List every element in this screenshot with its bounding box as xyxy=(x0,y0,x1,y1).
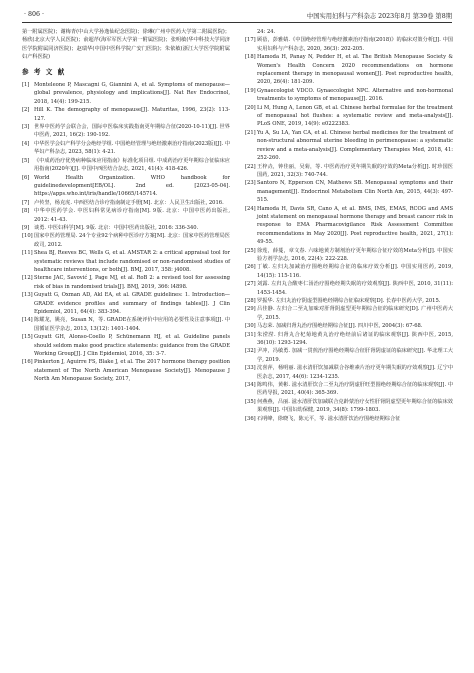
reference-entry xyxy=(245,104,453,129)
reference-text: 罗振华. 左归丸治疗阴虚型围绝经期综合征临床观察[D]. 长春中医药大学, 2015. xyxy=(257,298,441,304)
reference-entry xyxy=(22,81,230,106)
reference-entry xyxy=(22,199,230,207)
reference-number: [13] xyxy=(22,292,33,299)
reference-text: 王梓垚，钟佳丽，吴菊，等. 中医药治疗更年期失眠的疗效的Meta分析[J]. 时珍国医国药, 2021, 32(3): 740-744. xyxy=(257,163,453,178)
reference-entry xyxy=(245,53,453,87)
reference-entry xyxy=(245,322,453,330)
reference-entry xyxy=(22,123,230,140)
journal-title: 中国实用妇科与产科杂志 2023年8月 第39卷 第8期 xyxy=(306,13,452,20)
reference-text: Hill K. The demography of menopause[J]. Maturitas, 1996, 23(2): 113-127. xyxy=(34,107,230,122)
reference-text: 《中成药治疗优势病种临床应用指南》标准化项目组. 中成药治疗更年期综合征临床应用指南(2020年)[J]. 中国中西医结合杂志, 2021, 41(4): 418-426. xyxy=(34,157,230,173)
reference-text: Guyatt GH, Alonso-Coello P, Schünemann HJ, et al. Guideline panels should seldom make good practice statements: guidance from the GRADE Working Group[J]. J Clin Epidemiol, 2016, 35: 3-7. xyxy=(34,334,230,358)
reference-entry xyxy=(245,179,453,204)
reference-number: [11] xyxy=(22,250,33,257)
reference-entry xyxy=(245,280,453,297)
reference-entry xyxy=(245,381,453,398)
reference-number: [23] xyxy=(245,180,256,187)
reference-text: Sterne JAC, Savović J, Page MJ, et al. RoB 2: a revised tool for assessing risk of bias in randomised trials[J]. BMJ, 2019, 366: l4898. xyxy=(34,275,230,290)
right-reference-list xyxy=(245,36,453,423)
reference-text: 刘露. 左归丸合酸枣仁汤治疗围绝经期失眠的疗效观察[J]. 陕西中医, 2010, 31(11): 1453-1454. xyxy=(257,281,453,296)
reference-text: 徐莲，薛蔓，章文春. 六味地黄方制剂治疗更年期综合征疗效的Meta分析[J]. 中国实验方剂学杂志, 2016, 22(4): 222-228. xyxy=(257,247,453,262)
reference-number: [36] xyxy=(245,415,256,422)
header-rule xyxy=(22,22,452,23)
reference-text: 沈喜萍，杨明丽. 滋水清肝饮加减联合谷维素片治疗更年期失眠的疗效观察[J]. 辽宁中医杂志, 2017, 44(6): 1234-1235. xyxy=(257,365,453,380)
left-column xyxy=(22,28,230,384)
reference-text: Shea BJ, Reeves BC, Wells G, et al. AMSTAR 2: a critical appraisal tool for systematic reviews that include randomised or non-randomised studies of healthcare interventions, or both[J]. BMJ, 2017, 358: j4008. xyxy=(34,250,230,273)
reference-entry xyxy=(22,316,230,333)
reference-number: [2] xyxy=(22,107,30,114)
reference-entry xyxy=(22,157,230,174)
reference-number: [4] xyxy=(22,140,30,147)
reference-number: [27] xyxy=(245,281,256,288)
reference-text: Gynaecologist VDCO. Gynaecologist NPC. Alternative and non-hormonal treatments to symptoms of menopause[J]. 2016. xyxy=(257,87,453,103)
reference-text: Guyatt G, Oxman AD, Akl EA, et al. GRADE guidelines: 1. Introduction—GRADE evidence profiles and summary of findings tables[J]. J Clin Epidemiol, 2011, 64(4): 383-394. xyxy=(34,292,230,315)
reference-number: [26] xyxy=(245,264,256,271)
reference-entry xyxy=(245,263,453,280)
reference-text: 谈勇. 中医妇科学[M]. 9版. 北京：中国中医药出版社, 2016: 336-340. xyxy=(34,224,199,231)
running-header xyxy=(0,8,474,22)
reference-text: Hamoda H, Panay N, Pedder H, et al. The British Menopause Society & Women's Health Concern 2020 recommendations on hormone replacement therapy in menopausal women[J]. Post reproductive health, 2020, 26(4): 181-209. xyxy=(257,54,453,86)
reference-entry xyxy=(245,331,453,348)
reference-number: [22] xyxy=(245,163,256,170)
reference-number: [33] xyxy=(245,365,256,372)
left-reference-list xyxy=(22,81,230,384)
reference-number: [12] xyxy=(22,275,33,282)
reference-number: [19] xyxy=(245,87,256,94)
reference-text: 中华医学会妇产科学分会绝经学组. 中国绝经管理与绝经激素治疗指南(2023版)[J]. 中华妇产科杂志, 2023, 58(1): 4-21. xyxy=(34,140,230,156)
reference-number: [10] xyxy=(22,233,33,240)
reference-entry xyxy=(245,87,453,104)
reference-text: Li M, Hung A, Lenon GB, et al. Chinese herbal formulae for the treatment of menopausal hot flushes: a systematic review and meta-analysis[J]. PLoS ONE, 2019, 14(9): e0222383. xyxy=(257,104,453,128)
reference-text: 石明峰，徐晓飞，陈元平，等. 滋水清肝饮治疗围绝经期综合征 xyxy=(257,415,401,422)
reference-entry xyxy=(22,358,230,383)
reference-entry xyxy=(22,224,230,232)
reference-text: 马志荣. 加减归肾丸治疗围绝经期综合征[J]. 四川中医, 2004(3): 67-68. xyxy=(257,323,423,330)
reference-text: 中华中医药学会. 中医妇科常见病诊疗指南[M]. 9版. 北京：中国中医药出版社, 2012: 41-43. xyxy=(34,208,230,223)
reference-text: Hamoda H, Davis SR, Cano A, et al. BMS, IMS, EMAS, RCOG and AMS joint statement on menopausal hormone therapy and breast cancer risk in response to EMA Pharmacovigilance Risk Assessment Committee recommendations in May 2020[J]. Post reproductive health, 2021, 27(1): 49-55. xyxy=(257,205,453,246)
reference-number: [28] xyxy=(245,298,256,304)
reference-number: [18] xyxy=(245,54,256,61)
reference-number: [35] xyxy=(245,398,256,405)
reference-text: Pinkerton J, Aguirre FS, Blake J, et al. The 2017 hormone therapy position statement of The North American Menopause Society[J]. Menopause J North Am Menopause Society, 2017, xyxy=(34,359,230,383)
reference-text: 陈耀龙，姚亮，Susan N，等. GRADE在系统评价中应用的必要性及注意事项[J]. 中国循证医学杂志, 2013, 13(12): 1401-1404. xyxy=(34,317,230,332)
reference-entry xyxy=(22,106,230,123)
reference-number: [8] xyxy=(22,208,30,215)
reference-number: [6] xyxy=(22,174,30,181)
reference-text: 尹冲，冯敏勇. 加减一贯煎治疗围绝经期综合征肝肾阴虚证的临床研究[J]. 华北理工大学, 2019. xyxy=(257,348,453,363)
reference-entry xyxy=(245,129,453,163)
author-list: 第一附属医院)；谢梅青(中山大学孙逸仙纪念医院)；徐琳(广州中医药大学第二附属医院)；杨欣(北京大学人民医院)；俞超芹(海军军医大学第一附属医院)；张明敏(华中科技大学同济医学院附属同济医院)；赵瑞华(中国中医科学院广安门医院)；朱依敏(浙江大学医学院附属妇产科医院) xyxy=(22,29,230,61)
reference-entry xyxy=(245,247,453,264)
reference-entry xyxy=(245,415,453,423)
reference-number: [29] xyxy=(245,306,256,313)
references-heading: 参 考 文 献 xyxy=(22,67,66,76)
reference-entry xyxy=(22,140,230,157)
reference-entry xyxy=(245,297,453,305)
reference-text: Monteleone P, Mascagni G, Giannini A, et al. Symptoms of menopause—global prevalence, physiology and implications[J]. Nat Rev Endocrinol, 2018, 14(4): 199-215. xyxy=(34,82,230,105)
reference-entry xyxy=(245,364,453,381)
reference-text: World Health Organization. WHO handbook for guidelinedevelopment[EB/OL]. 2nd ed. [2023-05-04]. https://apps.who.int/iris/handle/10665/145714. xyxy=(34,174,230,198)
reference-number: [32] xyxy=(245,348,256,355)
reference-entry xyxy=(22,333,230,358)
reference-entry xyxy=(22,291,230,316)
reference-text: 顾蓓，彭雅婧.《中国绝经管理与绝经激素治疗指南(2018)》的临床对策分析[J]. 中国实用妇科与产科杂志, 2020, 36(3): 202-205. xyxy=(257,37,453,52)
reference-entry xyxy=(22,174,230,199)
reference-entry xyxy=(245,205,453,247)
reference-text: Yu A, Su LA, Yan CA, et al. Chinese herbal medicines for the treatment of non-structural abnormal uterine bleeding in perimenopause: a systematic review and a meta-analysis[J]. Complementary Therapies Med, 2018, 41: 252-260. xyxy=(257,129,453,162)
reference-text: 陈鸣伟，黄彬. 滋水清肝饮合二至丸治疗阴虚肝旺型围绝经期综合征的临床观察[J]. 中医药导报, 2021, 40(4): 365-369. xyxy=(257,382,453,397)
reference-entry xyxy=(245,163,453,180)
reference-text: 世界中医药学会联合会，国际中医临床实践指南更年期综合征(2020-10-11)[J]. 世界中医药, 2021, 16(2): 190-192. xyxy=(34,124,230,139)
reference-text: Santoro N, Epperson CN, Mathews SB. Menopausal symptoms and their management[J]. Endocrinol Metabolism Clin North Am, 2015, 44(3): 497-515. xyxy=(257,180,453,204)
reference-entry xyxy=(22,249,230,274)
reference-continuation: 24: 24. xyxy=(257,29,276,35)
reference-text: 吕佳静. 左归合二至丸加味对肝肾阴虚型更年期综合征的临床研究[D]. 广州中医药大学, 2015. xyxy=(257,306,453,321)
reference-number: [16] xyxy=(22,359,33,366)
reference-entry xyxy=(245,36,453,53)
reference-text: 国家中医药管理局. 24个专业92个病种中医诊疗方案[M]. 北京：国家中医药管理局医政司, 2012. xyxy=(34,233,230,248)
reference-entry xyxy=(245,347,453,364)
reference-number: [5] xyxy=(22,157,30,164)
reference-number: [30] xyxy=(245,323,256,330)
reference-entry xyxy=(245,305,453,322)
reference-entry xyxy=(22,232,230,249)
reference-number: [3] xyxy=(22,124,30,131)
reference-text: 卢传坚，杨克虎. 中西医结合诊疗指南制定手册[M]. 北京：人民卫生出版社, 2016. xyxy=(34,199,224,206)
reference-entry xyxy=(22,207,230,224)
reference-number: [20] xyxy=(245,104,256,111)
right-column xyxy=(245,28,453,423)
reference-entry xyxy=(245,398,453,415)
reference-text: 丁敏. 左归丸加减治疗围绝经期综合征的临床疗效分析[J]. 中国实用医药, 2019, 14(15): 115-116. xyxy=(257,264,453,279)
reference-number: [15] xyxy=(22,334,33,341)
reference-number: [31] xyxy=(245,331,256,338)
page-number: · 806 · xyxy=(24,11,45,18)
reference-number: [34] xyxy=(245,382,256,389)
reference-number: [21] xyxy=(245,129,256,136)
reference-number: [25] xyxy=(245,247,256,254)
reference-text: 何燕燕，吕丽. 滋水清肝饮加减联合克龄蒙治疗女性肝肾阴虚型更年期综合征的临床效果观察[J]. 中国妇幼保健, 2019, 34(8): 1799-1803. xyxy=(257,398,453,414)
reference-text: 朱滢滢. 归肾丸合杞菊地黄丸治疗绝经前后诸证的临床观察[J]. 陕西中医, 2015, 36(10): 1293-1294. xyxy=(257,331,453,347)
reference-number: [9] xyxy=(22,224,30,231)
reference-number: [7] xyxy=(22,199,30,206)
reference-number: [24] xyxy=(245,205,256,212)
reference-entry xyxy=(22,274,230,291)
reference-number: [17] xyxy=(245,37,256,44)
reference-number: [14] xyxy=(22,317,33,324)
reference-number: [1] xyxy=(22,82,30,89)
